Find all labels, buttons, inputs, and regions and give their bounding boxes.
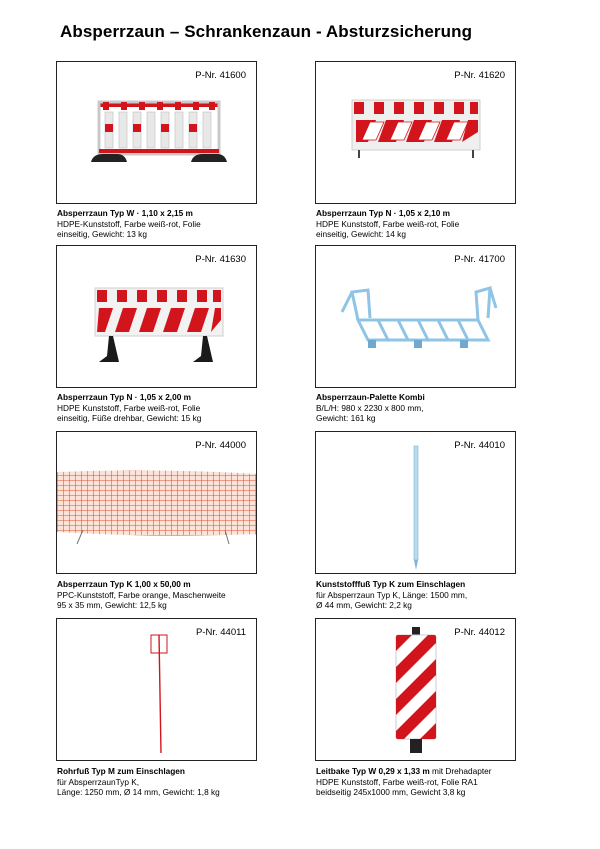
product-desc-line: beidseitig 245x1000 mm, Gewicht 3,8 kg	[316, 787, 466, 798]
product-heading: Kunststofffuß Typ K zum Einschlagen	[316, 579, 466, 589]
product-heading: Absperrzaun Typ N · 1,05 x 2,10 m	[316, 208, 451, 218]
product-number: P-Nr. 44000	[195, 440, 246, 451]
barrier-type-n-image	[346, 92, 486, 162]
product-desc-line: einseitig, Gewicht: 13 kg	[57, 229, 147, 240]
product-caption-44000	[57, 579, 317, 611]
guide-beacon-image	[388, 625, 444, 759]
product-caption-41600	[57, 208, 317, 240]
product-desc-line: B/L/H: 980 x 2230 x 800 mm,	[316, 402, 424, 413]
product-desc-line: Ø 44 mm, Gewicht: 2,2 kg	[316, 600, 412, 611]
product-card-44012	[315, 618, 516, 761]
product-card-41600	[56, 61, 257, 204]
page-title: Absperrzaun – Schrankenzaun - Absturzsicherung	[60, 22, 473, 41]
product-number: P-Nr. 41620	[454, 70, 505, 81]
plastic-foot-stake-image	[408, 444, 424, 572]
product-desc-line: HDPE-Kunststoff, Farbe weiß-rot, Folie	[57, 218, 201, 229]
product-number: P-Nr. 41600	[195, 70, 246, 81]
product-caption-44012	[316, 766, 576, 798]
product-heading: Absperrzaun Typ W · 1,10 x 2,15 m	[57, 208, 193, 218]
product-desc-line: Länge: 1250 mm, Ø 14 mm, Gewicht: 1,8 kg	[57, 787, 220, 798]
product-caption-41620	[316, 208, 576, 240]
product-card-41630	[56, 245, 257, 388]
product-card-41620	[315, 61, 516, 204]
barrier-type-n-feet-image	[91, 284, 227, 366]
product-number: P-Nr. 44011	[196, 627, 246, 638]
product-desc-line: für AbsperrzaunTyp K,	[57, 776, 140, 787]
product-desc-line: für Absperrzaun Typ K, Länge: 1500 mm,	[316, 589, 468, 600]
product-card-44010	[315, 431, 516, 574]
product-heading: Absperrzaun-Palette Kombi	[316, 392, 425, 402]
product-heading-suffix: mit Drehadapter	[429, 766, 492, 776]
product-caption-41630	[57, 392, 317, 424]
product-desc-line: Gewicht: 161 kg	[316, 413, 376, 424]
product-desc-line: HDPE Kunststoff, Farbe weiß-rot, Folie	[57, 402, 201, 413]
product-heading: Absperrzaun Typ K 1,00 x 50,00 m	[57, 579, 191, 589]
product-caption-44010	[316, 579, 576, 611]
product-card-41700	[315, 245, 516, 388]
product-number: P-Nr. 44010	[454, 440, 505, 451]
product-desc-line: PPC-Kunststoff, Farbe orange, Maschenweite	[57, 589, 226, 600]
orange-mesh-fence-image	[57, 470, 257, 554]
barrier-pallet-image	[338, 278, 498, 368]
product-caption-41700	[316, 392, 576, 424]
product-number: P-Nr. 41700	[454, 254, 505, 265]
product-heading: Rohrfuß Typ M zum Einschlagen	[57, 766, 185, 776]
product-desc-line: HDPE Kunststoff, Farbe weiß-rot, Folie RA1	[316, 776, 478, 787]
product-desc-line: HDPE Kunststoff, Farbe weiß-rot, Folie	[316, 218, 460, 229]
product-desc-line: 95 x 35 mm, Gewicht: 12,5 kg	[57, 600, 167, 611]
product-heading: Absperrzaun Typ N · 1,05 x 2,00 m	[57, 392, 192, 402]
product-number: P-Nr. 41630	[195, 254, 246, 265]
product-card-44000	[56, 431, 257, 574]
product-caption-44011	[57, 766, 317, 798]
product-card-44011	[56, 618, 257, 761]
product-heading: Leitbake Typ W 0,29 x 1,33 m	[316, 766, 430, 776]
product-desc-line: einseitig, Gewicht: 14 kg	[316, 229, 406, 240]
tube-foot-stake-image	[145, 629, 175, 757]
product-desc-line: einseitig, Füße drehbar, Gewicht: 15 kg	[57, 413, 202, 424]
product-number: P-Nr. 44012	[454, 627, 505, 638]
barrier-type-w-image	[89, 92, 229, 172]
